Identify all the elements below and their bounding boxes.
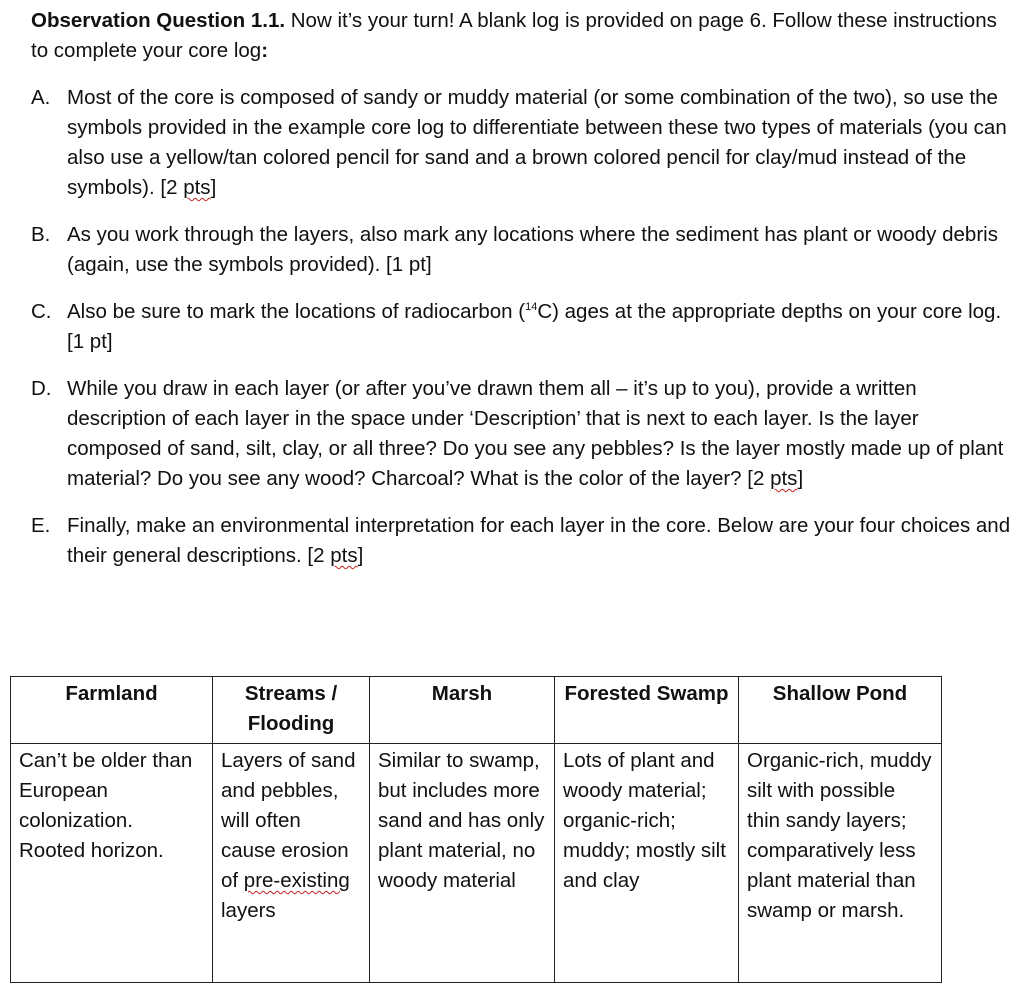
instruction-text: Most of the core is composed of sandy or muddy material (or some combination of the two), so use the symbols provided in the example core log to differentiate between these two types of materials (you can also use a yellow/tan colored pencil for sand and a brown colored pencil for clay/mud instead of the symbols). [2 (67, 86, 1007, 199)
instruction-text: Also be sure to mark the locations of radiocarbon ( (67, 300, 526, 323)
instruction-text-cont: C) ages at the appropriate depths on your core log. [1 pt] (67, 300, 1024, 353)
spellcheck-word: pre-existing (243, 869, 350, 892)
instruction-text: While you draw in each layer (or after you’ve drawn them all – it’s up to you), provide a written description of each layer in the space under ‘Description’ that is next to each layer. Is the layer composed of sand, silt, clay, or all three? Do you see any pebbles? Is the layer mostly made up of plant material? Do you see any wood? Charcoal? What is the color of the layer? [2 (67, 377, 1004, 490)
spellcheck-word: pts (183, 176, 211, 199)
instruction-tail: ] (210, 176, 217, 199)
instruction-list (31, 83, 1024, 571)
cell-shallow-pond: Organic-rich, muddy silt with possible thin sandy layers; comparatively less plant material than swamp or marsh. (739, 744, 942, 983)
cell-streams-flooding (213, 744, 370, 983)
cell-marsh: Similar to swamp, but includes more sand and has only plant material, no woody material (370, 744, 555, 983)
instruction-text: Finally, make an environmental interpretation for each layer in the core. Below are your four choices and their general descriptions. [2 (67, 514, 1011, 567)
header-streams-flooding: Streams / Flooding (213, 677, 370, 744)
instruction-tail: ] (797, 467, 804, 490)
spellcheck-word: pts (770, 467, 798, 490)
cell-streams-text: Layers of sand and pebbles, will often cause erosion of (221, 749, 356, 892)
question-intro (31, 6, 1011, 66)
instruction-text: As you work through the layers, also mark any locations where the sediment has plant or woody debris (again, use the symbols provided). [1 pt] (67, 223, 998, 276)
cell-farmland: Can’t be older than European colonization. Rooted horizon. (11, 744, 213, 983)
cell-forested-swamp: Lots of plant and woody material; organic-rich; muddy; mostly silt and clay (555, 744, 739, 983)
instruction-item (31, 220, 1011, 280)
instruction-marker: A. (31, 86, 51, 109)
environment-table (10, 676, 942, 983)
header-farmland: Farmland (11, 677, 213, 744)
spellcheck-word: pts (330, 544, 358, 567)
question-title: Observation Question 1.1. (31, 9, 286, 32)
isotope-superscript: 14 (525, 301, 538, 314)
table-row (11, 744, 942, 983)
instruction-tail: ] (357, 544, 364, 567)
instruction-marker: E. (31, 514, 51, 537)
instruction-item (31, 83, 1011, 203)
instruction-item (31, 511, 1011, 571)
header-marsh: Marsh (370, 677, 555, 744)
instruction-marker: C. (31, 300, 52, 323)
instruction-item (31, 297, 1024, 357)
question-text: Now it’s your turn! A blank log is provided on page 6. Follow these instructions to complete your core log (31, 9, 997, 62)
instruction-marker: D. (31, 377, 52, 400)
instruction-item (31, 374, 1011, 494)
header-forested-swamp: Forested Swamp (555, 677, 739, 744)
cell-streams-tail: layers (221, 899, 276, 922)
instruction-marker: B. (31, 223, 51, 246)
table-header-row (11, 677, 942, 744)
question-colon: : (261, 39, 269, 62)
header-shallow-pond: Shallow Pond (739, 677, 942, 744)
document-page (31, 6, 1024, 588)
